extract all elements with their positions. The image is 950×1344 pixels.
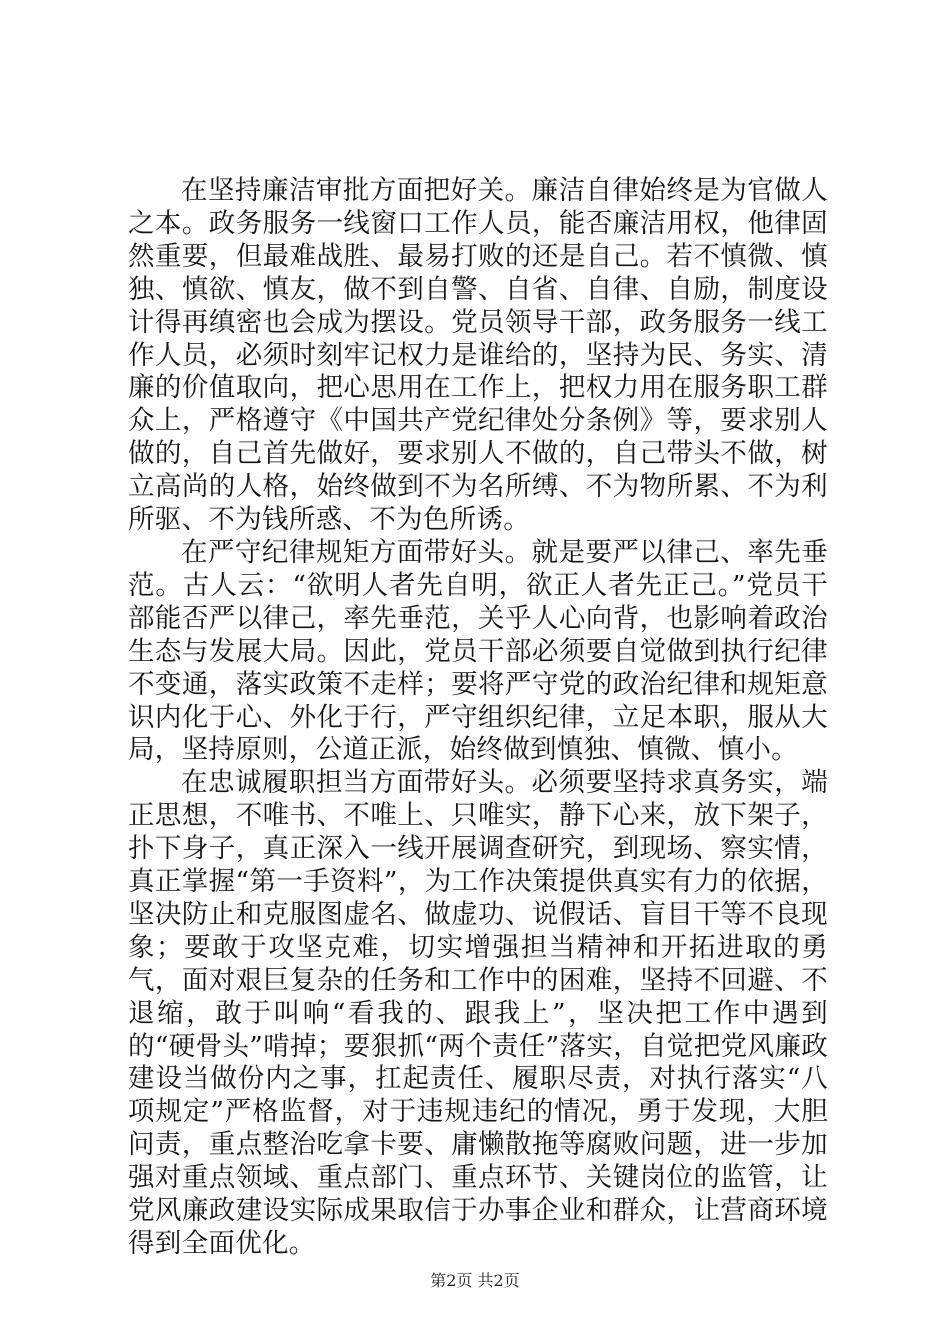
paragraph-loyal-duty: 在忠诚履职担当方面带好头。必须要坚持求真务实，端正思想，不唯书、不唯上、只唯实，静下心来，放下架子，扑下身子，真正深入一线开展调查研究，到现场、察实情，真正掌握“第一手资料”，为工作决策提供真实有力的依据，坚决防止和克服图虚名、做虚功、说假话、盲目干等不良现象；要敢于攻坚克难，切实增强担当精神和开拓进取的勇气，面对艰巨复杂的任务和工作中的困难，坚持不回避、不退缩，敢于叫响“看我的、跟我上”，坚决把工作中遇到的“硬骨头”啃掉；要狠抓“两个责任”落实，自觉把党风廉政建设当做份内之事，扛起责任、履职尽责，对执行落实“八项规定”严格监督，对于违规违纪的情况，勇于发现，大胆问责，重点整治吃拿卡要、庸懒散拖等腐败问题，进一步加强对重点领域、重点部门、重点环节、关键岗位的监管，让党风廉政建设实际成果取信于办事企业和群众，让营商环境得到全面优化。 bbox=[128, 767, 828, 1259]
paragraph-integrity-approval: 在坚持廉洁审批方面把好关。廉洁自律始终是为官做人之本。政务服务一线窗口工作人员，能否廉洁用权，他律固然重要，但最难战胜、最易打败的还是自己。若不慎微、慎独、慎欲、慎友，做不到自警、自省、自律、自励，制度设计得再缜密也会成为摆设。党员领导干部，政务服务一线工作人员，必须时刻牢记权力是谁给的，坚持为民、务实、清廉的价值取向，把心思用在工作上，把权力用在服务职工群众上，严格遵守《中国共产党纪律处分条例》等，要求别人做的，自己首先做好，要求别人不做的，自己带头不做，树立高尚的人格，始终做到不为名所缚、不为物所累、不为利所驱、不为钱所惑、不为色所诱。 bbox=[128, 175, 828, 536]
paragraph-discipline-rules: 在严守纪律规矩方面带好头。就是要严以律己、率先垂范。古人云：“欲明人者先自明，欲正人者先正己。”党员干部能否严以律己，率先垂范，关乎人心向背，也影响着政治生态与发展大局。因此，党员干部必须要自觉做到执行纪律不变通，落实政策不走样；要将严守党的政治纪律和规矩意识内化于心、外化于行，严守组织纪律，立足本职，服从大局，坚持原则，公道正派，始终做到慎独、慎微、慎小。 bbox=[128, 536, 828, 766]
document-body bbox=[128, 175, 828, 1261]
page-number-footer: 第2页 共2页 bbox=[430, 1271, 520, 1290]
